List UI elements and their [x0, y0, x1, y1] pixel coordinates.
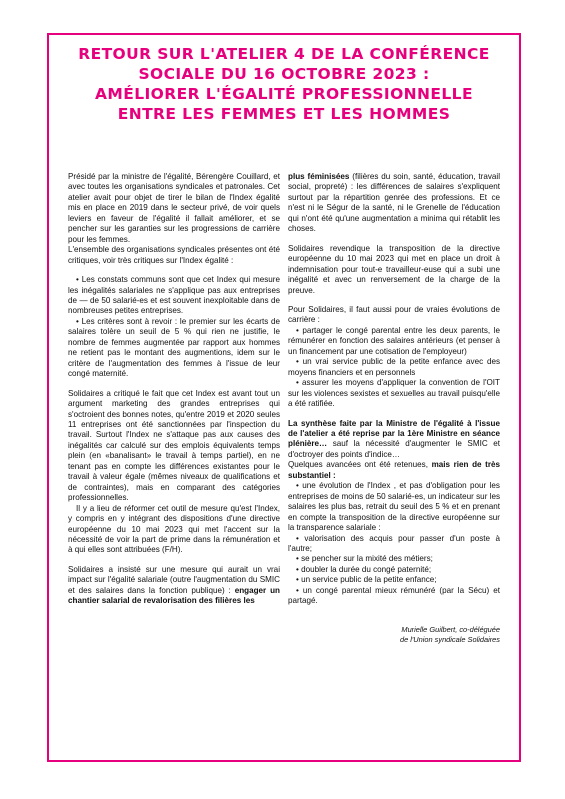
synthesis-text: sauf la nécessité d'augmenter le SMIC et d'octroyer des points d'indice…: [288, 439, 500, 459]
advance-item-3: • se pencher sur la mixité des métiers;: [288, 554, 500, 564]
critique-item-1: • Les constats communs sont que cet Index qui mesure les inégalités salariales ne s'applique pas aux entreprises de — de 50 salarié-es et est souvent inexploitable dans de nombreuses petites entreprises.: [68, 275, 280, 317]
synthesis-paragraph: [288, 419, 500, 461]
directive-paragraph: Solidaires revendique la transposition de la directive européenne du 10 mai 2023 qui met en place un droit à indemnisation pour tout-e travailleur-euse qui a subi une inégalité et avec un renversement de la charge de la preuve.: [288, 243, 500, 295]
reform-paragraph: Il y a lieu de réformer cet outil de mesure qu'est l'Index, y compris en y intégrant des dispositions d'une directive européenne du 10 mai 2023 qui met l'accent sur la nécessité de voir la part de prime dans la rémunération et à qui elles sont attribuées (F/H).: [68, 503, 280, 555]
signature-name: Murielle Guilbert, co-déléguée: [401, 624, 500, 634]
salary-measure-paragraph: [68, 565, 280, 607]
title-line-2: SOCIALE DU 16 OCTOBRE 2023 :: [138, 65, 430, 83]
solidaires-critique-paragraph: Solidaires a critiqué le fait que cet Index est avant tout un argument marketing des grandes entreprises qui s'octroient des bonnes notes, qu'entre 2019 et 2020 seules 11 entreprises ont été sanctionnées par l'inspection du travail. Surtout l'Index ne s'attaque pas aux causes des inégalités car calculé sur des emplois équivalents temps plein (en «banalisant» le travail à temps partiel), en ne tenant pas en compte les différences existantes pour le travail à valeur égale (mêmes niveaux de qualifications et de contraintes), mais en comparant des catégories professionnelles.: [68, 388, 280, 503]
advance-item-2: • valorisation des acquis pour passer d'un poste à l'autre;: [288, 534, 500, 555]
right-column: [288, 172, 500, 645]
signature-org: de l'Union syndicale Solidaires: [399, 634, 500, 644]
advance-item-6: • un congé parental mieux rémunéré (par la Sécu) et partagé.: [288, 586, 500, 607]
career-intro: Pour Solidaires, il faut aussi pour de vraies évolutions de carrière :: [288, 304, 500, 325]
intro-paragraph: Présidé par la ministre de l'égalité, Bérengère Couillard, et avec toutes les organisations syndicales et patronales. Cet atelier avait pour objet de tirer le bilan de l'Index égalité mis en place en 2019 dans le secteur privé, de voir quels leviers en faveur de l'égalité il fallait améliorer, et se pencher sur les garanties sur les progressions de carrière pour les femmes.: [68, 172, 280, 244]
career-item-2: • un vrai service public de la petite enfance avec des moyens financiers et en personnels: [288, 357, 500, 378]
salary-measure-text: Solidaires a insisté sur une mesure qui aurait un vrai impact sur l'égalité salariale (outre l'augmentation du SMIC et des salaires dans la fonction publique) :: [68, 564, 280, 595]
advances-list: [288, 481, 500, 606]
title-line-3: AMÉLIORER L'ÉGALITÉ PROFESSIONNELLE: [95, 85, 473, 103]
feminized-sectors-paragraph: [288, 172, 500, 235]
signature: [288, 625, 500, 645]
career-item-3: • assurer les moyens d'appliquer la convention de l'OIT sur les violences sexistes et sexuelles au travail puisqu'elle a été ratifiée.: [288, 378, 500, 409]
advance-item-4: • doubler la durée du congé paternité;: [288, 565, 500, 575]
article-title: [47, 44, 521, 124]
critique-item-2: • Les critères sont à revoir : le premier sur les écarts de salaires tolère un seuil de 5 % qui rien ne justifie, le nombre de femmes augmentée par rapport aux hommes ne retient pas le montant des augmentions, idem sur le critère de l'augmentation des femmes à l'issue de leur congé maternité.: [68, 317, 280, 380]
critique-intro: L'ensemble des organisations syndicales présentes ont été critiques, voir très critiques sur l'Index égalité :: [68, 245, 280, 265]
title-line-4: ENTRE LES FEMMES ET LES HOMMES: [117, 105, 451, 123]
advances-text: Quelques avancées ont été retenues,: [288, 460, 432, 470]
advance-item-5: • un service public de la petite enfance;: [288, 575, 500, 585]
synthesis-bold: La synthèse faite par la Ministre de l'égalité à l'issue de l'atelier a été reprise par la 1ère Ministre en séance plénière…: [288, 418, 500, 449]
feminized-sectors-text: (filières du soin, santé, éducation, travail social, propreté) : les différences de salaires s'expliquent surtout par la répartition genrée des professions. Et ce n'est ni le Ségur de la santé, ni le Grenelle de l'éducation qui n'ont été qu'une augmentation a minima qui rétablit les choses.: [288, 172, 500, 234]
salary-measure-bold: engager un chantier salarial de revalorisation des filières les: [68, 585, 281, 606]
feminized-sectors-bold: plus féminisées: [288, 172, 350, 181]
left-column: [68, 172, 280, 607]
advances-intro: [288, 460, 500, 481]
advance-item-1: • une évolution de l'Index , et pas d'obligation pour les entreprises de moins de 50 salarié-es, un indicateur sur les salaires les plus bas, retrait du seuil des 5 % et en prenant en compte la transposition de la directive européenne sur la transparence salariale :: [288, 481, 500, 533]
career-list: [288, 326, 500, 410]
title-line-1: RETOUR SUR L'ATELIER 4 DE LA CONFÉRENCE: [78, 45, 490, 63]
advances-bold: mais rien de très substantiel :: [288, 460, 500, 480]
career-item-1: • partager le congé parental entre les deux parents, le rémunérer en fonction des salaires antérieurs (et penser à un financement par une cotisation de l'employeur): [288, 326, 500, 357]
critique-list: [68, 275, 280, 380]
